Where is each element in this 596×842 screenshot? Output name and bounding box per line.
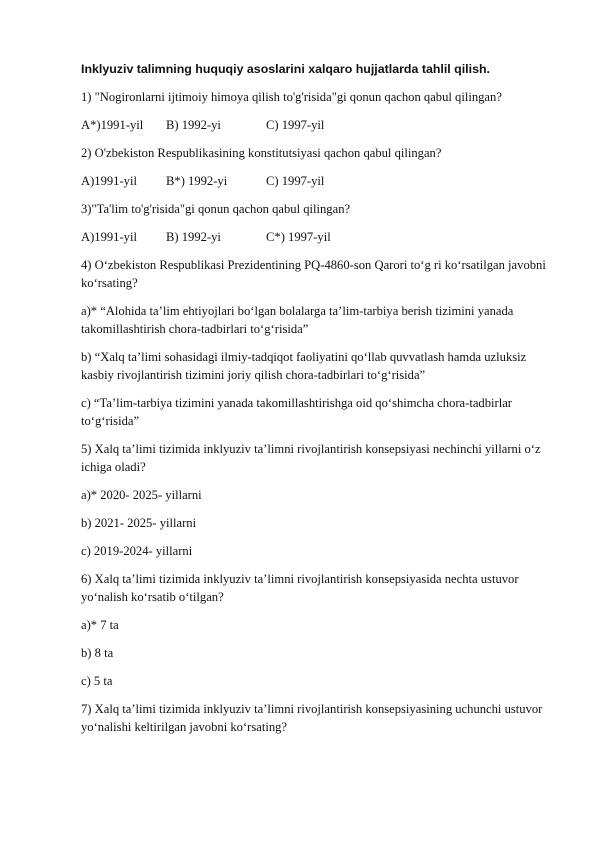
question-5-option-b: b) 2021- 2025- yillarni <box>81 516 197 530</box>
question-5: 5) Xalq ta’limi tizimida inklyuziv ta’limni rivojlantirish konsepsiyasi nechinchi yillarni o‘z ichiga oladi? <box>81 442 541 474</box>
question-2: 2) O'zbekiston Respublikasining konstitutsiyasi qachon qabul qilingan? <box>81 146 442 160</box>
question-2-options <box>81 172 556 190</box>
option-b: B*) 1992-yi <box>166 174 228 188</box>
option-c: C) 1997-yil <box>266 118 325 132</box>
option-a: A)1991-yil <box>81 174 137 188</box>
question-1-options <box>81 116 556 134</box>
option-c: C) 1997-yil <box>266 174 325 188</box>
option-a: A*)1991-yil <box>81 118 144 132</box>
question-4: 4) O‘zbekiston Respublikasi Prezidentining PQ-4860-son Qarori to‘g ri ko‘rsatilgan javobni ko‘rsating? <box>81 258 546 290</box>
question-4-option-c: c) “Ta’lim-tarbiya tizimini yanada takomillashtirishga oid qo‘shimcha chora-tadbirlar to‘g‘risida” <box>81 396 513 428</box>
option-c: C*) 1997-yil <box>266 230 331 244</box>
question-3: 3)"Ta'lim to'g'risida"gi qonun qachon qabul qilingan? <box>81 202 351 216</box>
question-5-option-c: c) 2019-2024- yillarni <box>81 544 193 558</box>
question-5-option-a: a)* 2020- 2025- yillarni <box>81 488 202 502</box>
option-a: A)1991-yil <box>81 230 137 244</box>
question-4-option-b: b) “Xalq ta’limi sohasidagi ilmiy-tadqiqot faoliyatini qo‘llab quvvatlash hamda uzluksiz kasbiy rivojlantirish tizimini joriy qilish chora-tadbirlari to‘g‘risida” <box>81 350 527 382</box>
question-6: 6) Xalq ta’limi tizimida inklyuziv ta’limni rivojlantirish konsepsiyasida nechta ustuvor yo‘nalish ko‘rsatib o‘tilgan? <box>81 572 519 604</box>
question-7: 7) Xalq ta’limi tizimida inklyuziv ta’limni rivojlantirish konsepsiyasining uchunchi ustuvor yo‘nalishi keltirilgan javobni ko‘rsating? <box>81 702 543 734</box>
question-4-option-a: a)* “Alohida ta’lim ehtiyojlari bo‘lgan bolalarga ta’lim-tarbiya berish tizimini yanada takomillashtirish chora-tadbirlari to‘g‘risida” <box>81 304 514 336</box>
question-6-option-a: a)* 7 ta <box>81 618 119 632</box>
question-3-options <box>81 228 556 246</box>
document-title: Inklyuziv talimning huquqiy asoslarini xalqaro hujjatlarda tahlil qilish. <box>81 62 490 76</box>
question-1: 1) "Nogironlarni ijtimoiy himoya qilish to'g'risida"gi qonun qachon qabul qilingan? <box>81 90 502 104</box>
question-6-option-c: c) 5 ta <box>81 674 113 688</box>
option-b: B) 1992-yi <box>166 230 221 244</box>
option-b: B) 1992-yi <box>166 118 221 132</box>
question-6-option-b: b) 8 ta <box>81 646 114 660</box>
